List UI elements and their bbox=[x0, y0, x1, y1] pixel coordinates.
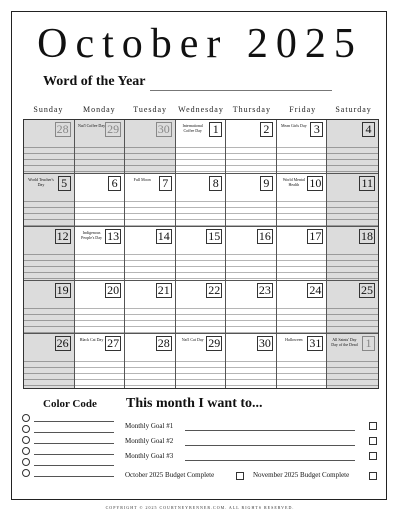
writing-lines bbox=[24, 303, 74, 334]
calendar-day-cell[interactable] bbox=[176, 227, 227, 281]
calendar-day-cell[interactable] bbox=[277, 174, 328, 228]
writing-lines bbox=[226, 356, 276, 388]
calendar-day-cell[interactable] bbox=[327, 227, 378, 281]
monthly-goal-label: Monthly Goal #1 bbox=[125, 422, 174, 430]
day-number: 2 bbox=[260, 122, 273, 137]
weekday-tuesday: Tuesday bbox=[133, 105, 168, 114]
calendar-day-cell[interactable] bbox=[226, 334, 277, 388]
day-number: 24 bbox=[309, 282, 322, 297]
day-number: 30 bbox=[258, 336, 271, 351]
holiday-note: Nat'l Coffee Day bbox=[78, 123, 106, 128]
holiday-note: Full Moon bbox=[133, 176, 151, 182]
writing-lines bbox=[176, 249, 226, 280]
budget-nov-checkbox[interactable] bbox=[369, 472, 377, 480]
color-code-row[interactable] bbox=[22, 425, 114, 433]
calendar-day-cell[interactable] bbox=[226, 120, 277, 174]
calendar-day-cell[interactable] bbox=[75, 334, 126, 388]
writing-lines bbox=[24, 196, 74, 227]
weekday-thursday: Thursday bbox=[232, 105, 271, 114]
calendar-day-cell[interactable] bbox=[327, 334, 378, 388]
calendar-day-cell[interactable] bbox=[125, 174, 176, 228]
calendar-day-cell[interactable] bbox=[176, 120, 227, 174]
day-number: 27 bbox=[107, 336, 120, 351]
weekday-saturday: Saturday bbox=[335, 105, 372, 114]
day-number: 15 bbox=[208, 229, 221, 244]
day-number: 26 bbox=[56, 336, 69, 351]
calendar-day-cell[interactable] bbox=[176, 334, 227, 388]
calendar-day-cell[interactable] bbox=[24, 334, 75, 388]
calendar-day-cell[interactable] bbox=[277, 120, 328, 174]
writing-lines bbox=[125, 356, 175, 388]
day-number: 1 bbox=[362, 336, 375, 351]
day-number: 7 bbox=[159, 176, 172, 191]
color-code-line bbox=[34, 454, 114, 455]
day-number: 31 bbox=[309, 336, 322, 351]
weekday-wednesday: Wednesday bbox=[178, 105, 224, 114]
day-number: 18 bbox=[361, 229, 373, 244]
monthly-goal-line[interactable] bbox=[185, 430, 355, 431]
day-number: 3 bbox=[310, 122, 323, 137]
day-number: 29 bbox=[208, 336, 221, 351]
calendar-day-cell[interactable] bbox=[24, 227, 75, 281]
color-code-row[interactable] bbox=[22, 447, 114, 455]
writing-lines bbox=[226, 196, 276, 227]
calendar-day-cell[interactable] bbox=[75, 174, 126, 228]
holiday-note: World Teacher's Day bbox=[28, 176, 54, 187]
copyright: COPYRIGHT © 2025 COURTNEYBENNER.COM. ALL RIGHTS RESERVED. bbox=[105, 505, 295, 510]
color-code-row[interactable] bbox=[22, 436, 114, 444]
day-number: 17 bbox=[309, 229, 322, 244]
monthly-goal-checkbox[interactable] bbox=[369, 422, 377, 430]
writing-lines bbox=[24, 142, 74, 173]
color-code-line bbox=[34, 443, 114, 444]
day-number: 30 bbox=[157, 122, 170, 136]
day-number: 10 bbox=[309, 175, 322, 190]
circle-icon[interactable] bbox=[22, 414, 30, 422]
circle-icon[interactable] bbox=[22, 425, 30, 433]
calendar-day-cell[interactable] bbox=[176, 281, 227, 335]
budget-oct-label: October 2025 Budget Complete bbox=[125, 471, 215, 479]
monthly-goal-checkbox[interactable] bbox=[369, 452, 377, 460]
day-number: 22 bbox=[208, 282, 221, 297]
holiday-note: International Coffee Day bbox=[182, 123, 203, 133]
writing-lines bbox=[24, 356, 74, 388]
color-code-line bbox=[34, 476, 114, 477]
writing-lines bbox=[277, 303, 327, 334]
color-code-label: Color Code bbox=[43, 398, 97, 410]
writing-lines bbox=[327, 303, 378, 334]
calendar-day-cell[interactable] bbox=[75, 281, 126, 335]
holiday-note: Black Cat Day bbox=[79, 337, 104, 343]
writing-lines bbox=[24, 249, 74, 280]
calendar-day-cell[interactable] bbox=[277, 281, 328, 335]
day-number: 6 bbox=[108, 176, 121, 191]
word-of-year-label: Word of the Year bbox=[43, 74, 146, 89]
writing-lines bbox=[327, 196, 378, 227]
holiday-note: Nat'l Cat Day bbox=[181, 337, 204, 343]
calendar-day-cell[interactable] bbox=[75, 120, 126, 174]
writing-lines bbox=[176, 196, 226, 227]
holiday-note: Halloween bbox=[285, 337, 303, 343]
monthly-goal-checkbox[interactable] bbox=[369, 437, 377, 445]
calendar-day-cell[interactable] bbox=[125, 120, 176, 174]
calendar-day-cell[interactable] bbox=[277, 227, 328, 281]
day-number: 28 bbox=[157, 336, 170, 351]
day-number: 13 bbox=[107, 229, 120, 244]
budget-nov-label: November 2025 Budget Complete bbox=[253, 471, 350, 479]
writing-lines bbox=[277, 356, 327, 388]
calendar-day-cell[interactable] bbox=[327, 281, 378, 335]
writing-lines bbox=[226, 303, 276, 334]
writing-lines bbox=[327, 249, 378, 280]
day-number: 16 bbox=[258, 229, 271, 244]
monthly-goal-line[interactable] bbox=[185, 445, 355, 446]
color-code-row[interactable] bbox=[22, 414, 114, 422]
color-code-line bbox=[34, 465, 114, 466]
month-intent-label: This month I want to... bbox=[126, 396, 263, 411]
day-number: 8 bbox=[209, 176, 222, 191]
writing-lines bbox=[277, 249, 327, 280]
calendar-day-cell[interactable] bbox=[327, 174, 378, 228]
day-number: 12 bbox=[56, 229, 69, 244]
calendar-day-cell[interactable] bbox=[125, 227, 176, 281]
writing-lines bbox=[125, 249, 175, 280]
day-number: 11 bbox=[361, 175, 373, 190]
writing-lines bbox=[277, 142, 327, 173]
writing-lines bbox=[226, 142, 276, 173]
writing-lines bbox=[75, 196, 125, 227]
writing-lines bbox=[75, 303, 125, 334]
day-number: 1 bbox=[209, 122, 222, 137]
day-number: 5 bbox=[58, 176, 71, 191]
writing-lines bbox=[176, 303, 226, 334]
weekday-header bbox=[23, 105, 379, 114]
circle-icon[interactable] bbox=[22, 447, 30, 455]
calendar-day-cell[interactable] bbox=[125, 281, 176, 335]
day-number: 28 bbox=[56, 122, 69, 136]
budget-oct-checkbox[interactable] bbox=[236, 472, 244, 480]
day-number: 14 bbox=[157, 229, 170, 244]
calendar-day-cell[interactable] bbox=[226, 174, 277, 228]
page-title: October 2025 bbox=[37, 21, 363, 67]
calendar-day-cell[interactable] bbox=[327, 120, 378, 174]
calendar-grid bbox=[23, 119, 379, 389]
writing-lines bbox=[75, 142, 125, 173]
day-number: 23 bbox=[258, 282, 271, 297]
writing-lines bbox=[125, 142, 175, 173]
circle-icon[interactable] bbox=[22, 458, 30, 466]
writing-lines bbox=[277, 196, 327, 227]
color-code-row[interactable] bbox=[22, 458, 114, 466]
calendar-day-cell[interactable] bbox=[277, 334, 328, 388]
writing-lines bbox=[327, 142, 378, 173]
circle-icon[interactable] bbox=[22, 436, 30, 444]
writing-lines bbox=[226, 249, 276, 280]
holiday-note: All Saints' Day Day of the Dead bbox=[331, 337, 358, 348]
weekday-friday: Friday bbox=[289, 105, 317, 114]
color-code-line bbox=[34, 432, 114, 433]
calendar-day-cell[interactable] bbox=[24, 281, 75, 335]
weekday-monday: Monday bbox=[82, 105, 116, 114]
day-number: 19 bbox=[56, 282, 69, 297]
word-of-year-line[interactable] bbox=[150, 90, 332, 91]
calendar-day-cell[interactable] bbox=[226, 281, 277, 335]
color-code-row[interactable] bbox=[22, 469, 114, 477]
holiday-note: Indigenous People's Day bbox=[81, 230, 102, 241]
day-number: 4 bbox=[362, 122, 375, 137]
writing-lines bbox=[125, 196, 175, 227]
calendar-day-cell[interactable] bbox=[24, 174, 75, 228]
day-number: 29 bbox=[107, 122, 120, 136]
day-number: 25 bbox=[361, 282, 373, 297]
writing-lines bbox=[327, 356, 378, 388]
calendar-day-cell[interactable] bbox=[75, 227, 126, 281]
calendar-day-cell[interactable] bbox=[176, 174, 227, 228]
day-number: 9 bbox=[260, 176, 273, 191]
monthly-goal-line[interactable] bbox=[185, 460, 355, 461]
day-number: 21 bbox=[157, 282, 170, 297]
monthly-goal-label: Monthly Goal #3 bbox=[125, 452, 174, 460]
monthly-goal-label: Monthly Goal #2 bbox=[125, 437, 174, 445]
writing-lines bbox=[176, 356, 226, 388]
writing-lines bbox=[75, 249, 125, 280]
holiday-note: Mean Girls Day bbox=[280, 123, 307, 128]
weekday-sunday: Sunday bbox=[33, 105, 64, 114]
day-number: 20 bbox=[107, 282, 120, 297]
circle-icon[interactable] bbox=[22, 469, 30, 477]
calendar-day-cell[interactable] bbox=[226, 227, 277, 281]
calendar-day-cell[interactable] bbox=[24, 120, 75, 174]
writing-lines bbox=[125, 303, 175, 334]
color-code-line bbox=[34, 421, 114, 422]
writing-lines bbox=[176, 142, 226, 173]
writing-lines bbox=[75, 356, 125, 388]
holiday-note: World Mental Health bbox=[282, 176, 305, 187]
calendar-day-cell[interactable] bbox=[125, 334, 176, 388]
